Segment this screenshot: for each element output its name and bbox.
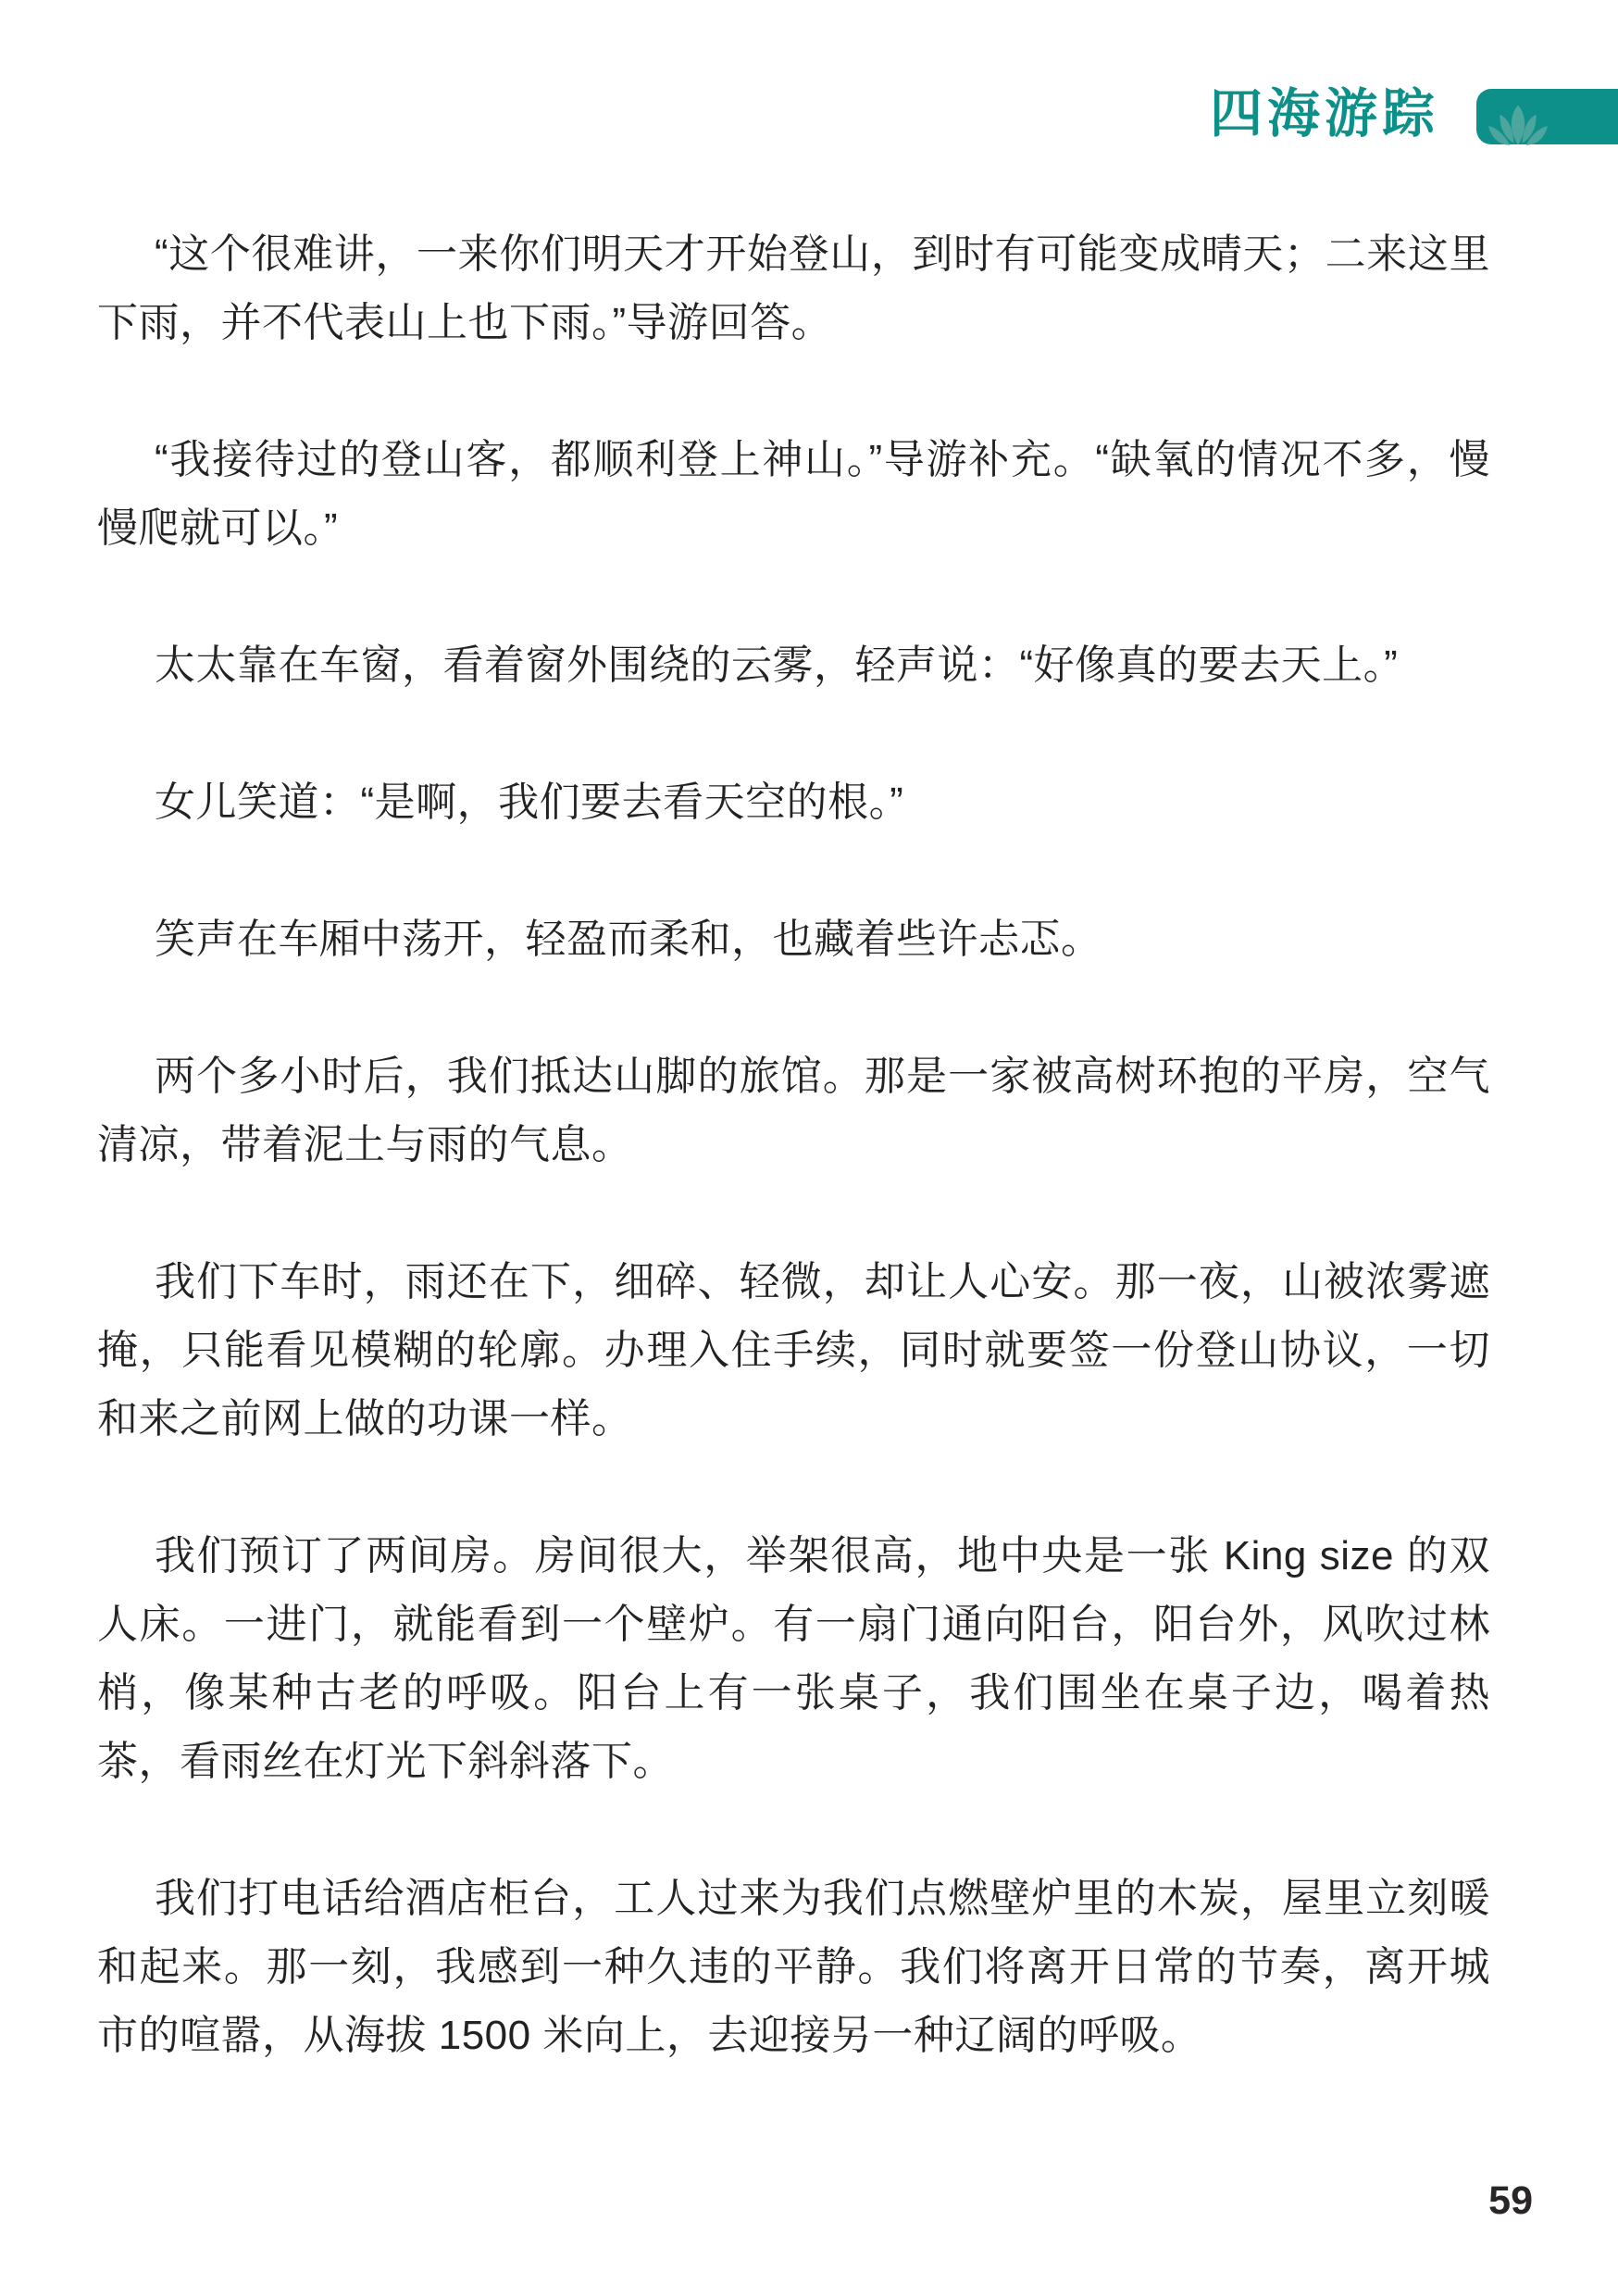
paragraph: 太太靠在车窗，看着窗外围绕的云雾，轻声说：“好像真的要去天上。”	[155, 643, 1399, 688]
body-text	[97, 220, 1490, 2070]
paragraph: 两个多小时后，我们抵达山脚的旅馆。那是一家被高树环抱的平房，空气清凉，带着泥土与雨的气息。	[97, 1054, 1490, 1167]
paragraph: 我们打电话给酒店柜台，工人过来为我们点燃壁炉里的木炭，屋里立刻暖和起来。那一刻，我感到一种久违的平静。我们将离开日常的节奏，离开城市的喧嚣，从海拔 1500 米向上，去迎接另一种辽阔的呼吸。	[97, 1876, 1490, 2058]
paragraph: “这个很难讲，一来你们明天才开始登山，到时有可能变成晴天；二来这里下雨，并不代表山上也下雨。”导游回答。	[97, 231, 1490, 345]
paragraph: 我们预订了两间房。房间很大，举架很高，地中央是一张 King size 的双人床。一进门，就能看到一个壁炉。有一扇门通向阳台，阳台外，风吹过林梢，像某种古老的呼吸。阳台上有一张桌子，我们围坐在桌子边，喝着热茶，看雨丝在灯光下斜斜落下。	[97, 1533, 1490, 1784]
paragraph: 我们下车时，雨还在下，细碎、轻微，却让人心安。那一夜，山被浓雾遮掩，只能看见模糊的轮廓。办理入住手续，同时就要签一份登山协议，一切和来之前网上做的功课一样。	[97, 1259, 1490, 1441]
page-header	[0, 85, 1618, 146]
paragraph: 笑声在车厢中荡开，轻盈而柔和，也藏着些许忐忑。	[155, 917, 1102, 962]
paragraph: “我接待过的登山客，都顺利登上神山。”导游补充。“缺氧的情况不多，慢慢爬就可以。”	[97, 437, 1490, 551]
page-number: 59	[1488, 2178, 1533, 2223]
lotus-icon	[1487, 104, 1549, 146]
section-title: 四海游踪	[1210, 84, 1439, 144]
paragraph: 女儿笑道：“是啊，我们要去看天空的根。”	[155, 780, 904, 825]
header-badge	[1476, 89, 1618, 144]
